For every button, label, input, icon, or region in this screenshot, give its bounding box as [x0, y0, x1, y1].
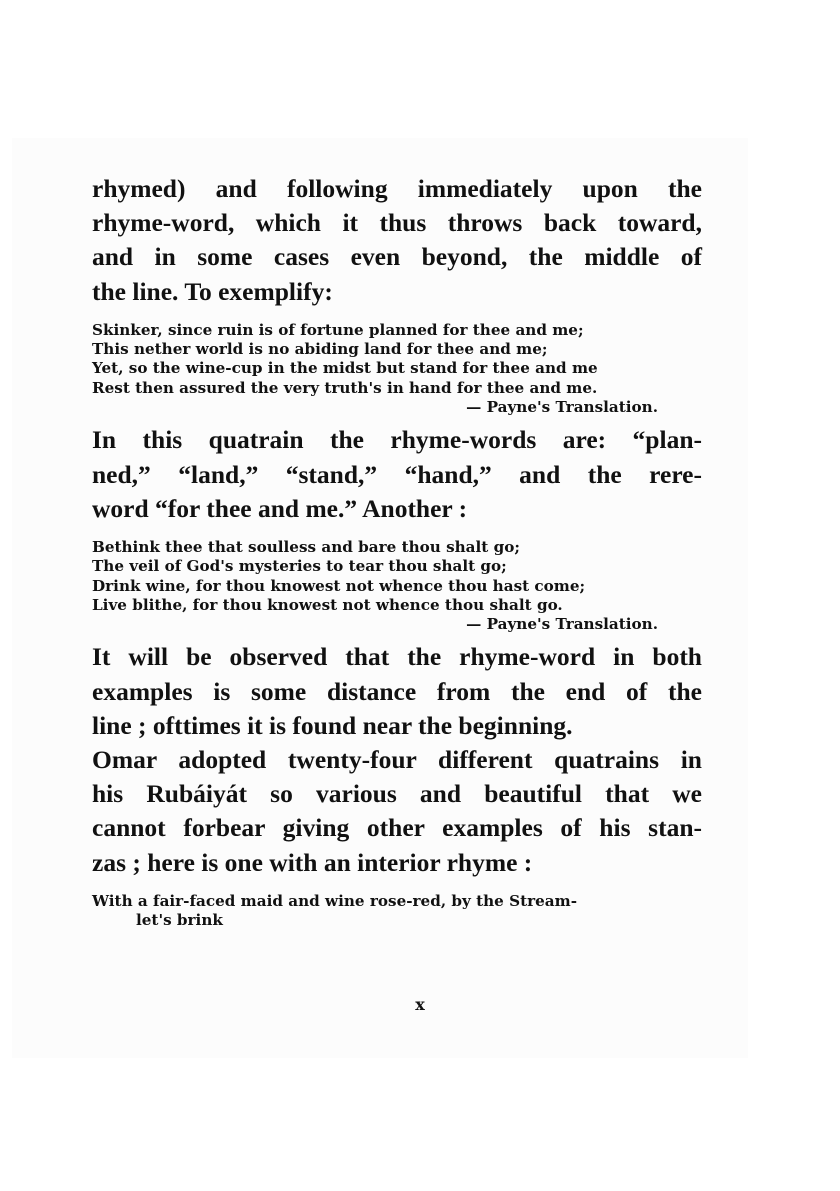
- text-body: [92, 172, 702, 936]
- verse-line: The veil of God's mysteries to tear thou shalt go;: [92, 557, 507, 576]
- quatrain-1: [92, 321, 702, 417]
- quatrain-2: [92, 538, 702, 634]
- text-line: his Rubáiyát so various and beautiful that we: [92, 779, 702, 809]
- text-line: the line. To exemplify:: [92, 276, 333, 306]
- page-number: x: [415, 995, 425, 1014]
- attribution: — Payne's Translation.: [466, 615, 658, 634]
- text-line: line ; ofttimes it is found near the beginning.: [92, 710, 573, 740]
- verse-line-continuation: let's brink: [136, 911, 223, 930]
- text-line: rhyme-word, which it thus throws back toward,: [92, 208, 702, 238]
- verse-line: With a fair-faced maid and wine rose-red, by the Stream-: [92, 891, 577, 910]
- text-line: Omar adopted twenty-four different quatrains in: [92, 745, 702, 774]
- text-line: rhymed) and following immediately upon the: [92, 174, 702, 203]
- text-line: In this quatrain the rhyme-words are: “plan-: [92, 425, 702, 455]
- text-line: and in some cases even beyond, the middle of: [92, 242, 702, 272]
- text-line: word “for thee and me.” Another :: [92, 493, 468, 523]
- verse-line: Drink wine, for thou knowest not whence thou hast come;: [92, 576, 586, 595]
- verse-line: This nether world is no abiding land for thee and me;: [92, 340, 548, 359]
- text-line: ned,” “land,” “stand,” “hand,” and the rere-: [92, 459, 702, 489]
- text-line: zas ; here is one with an interior rhyme :: [92, 847, 533, 877]
- text-line: examples is some distance from the end of the: [92, 676, 702, 706]
- commentary-paragraph-2: [92, 640, 702, 879]
- verse-line: Skinker, since ruin is of fortune planned for thee and me;: [92, 320, 584, 339]
- verse-line: Yet, so the wine-cup in the midst but stand for thee and me: [92, 359, 598, 378]
- commentary-paragraph-1: [92, 423, 702, 526]
- attribution: — Payne's Translation.: [466, 398, 658, 416]
- intro-paragraph: [92, 172, 702, 309]
- text-line: It will be observed that the rhyme-word in both: [92, 642, 702, 672]
- verse-line: Live blithe, for thou knowest not whence thou shalt go.: [92, 595, 563, 614]
- text-line: cannot forbear giving other examples of his stan-: [92, 813, 702, 843]
- verse-line: Bethink thee that soulless and bare thou shalt go;: [92, 537, 520, 556]
- verse-line: Rest then assured the very truth's in hand for thee and me.: [92, 378, 598, 397]
- quatrain-3: [92, 892, 702, 931]
